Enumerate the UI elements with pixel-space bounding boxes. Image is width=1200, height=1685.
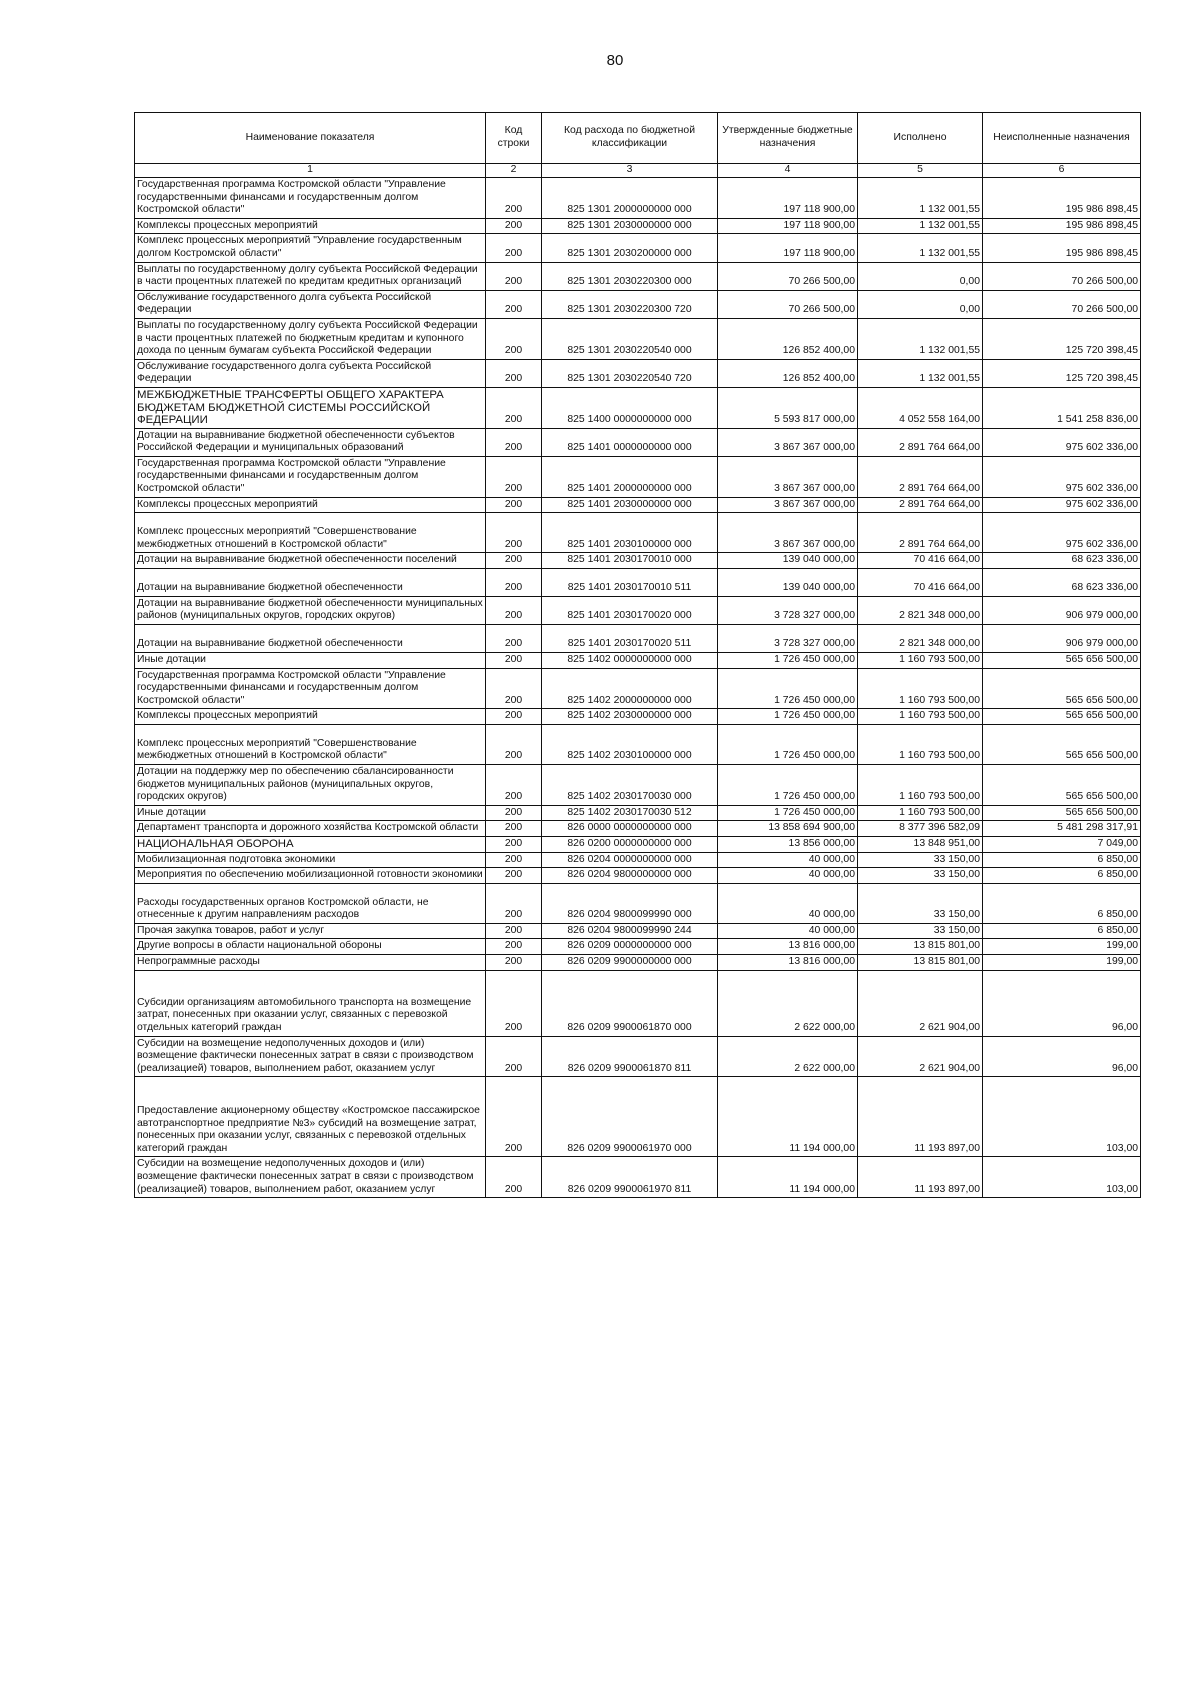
row-indicator-name: Дотации на выравнивание бюджетной обеспеченности муниципальных районов (муниципальных округов, городских округов) xyxy=(135,596,486,624)
row-indicator-name: Предоставление акционерному обществу «Костромское пассажирское автотранспортное предприятие №3» субсидий на возмещение затрат, понесенных при оказании услуг, связанных с перевозкой отдельных категорий граждан xyxy=(135,1077,486,1157)
row-approved-amount: 13 816 000,00 xyxy=(718,954,858,970)
row-expense-code: 826 0209 9900061870 811 xyxy=(542,1036,718,1077)
row-unexecuted-amount: 565 656 500,00 xyxy=(983,765,1141,806)
row-expense-code: 826 0200 0000000000 000 xyxy=(542,836,718,852)
row-approved-amount: 197 118 900,00 xyxy=(718,218,858,234)
row-executed-amount: 70 416 664,00 xyxy=(858,568,983,596)
row-expense-code: 826 0204 9800099990 244 xyxy=(542,923,718,939)
row-line-code: 200 xyxy=(486,218,542,234)
row-executed-amount: 11 193 897,00 xyxy=(858,1157,983,1198)
header-unexecuted: Неисполненные назначения xyxy=(983,113,1141,164)
row-executed-amount: 2 821 348 000,00 xyxy=(858,625,983,653)
row-line-code: 200 xyxy=(486,1077,542,1157)
row-line-code: 200 xyxy=(486,178,542,219)
row-executed-amount: 1 132 001,55 xyxy=(858,178,983,219)
row-unexecuted-amount: 125 720 398,45 xyxy=(983,359,1141,387)
row-executed-amount: 0,00 xyxy=(858,290,983,318)
header-approved: Утвержденные бюджетные назначения xyxy=(718,113,858,164)
row-approved-amount: 40 000,00 xyxy=(718,868,858,884)
page-number: 80 xyxy=(606,52,624,69)
row-executed-amount: 1 160 793 500,00 xyxy=(858,805,983,821)
row-unexecuted-amount: 195 986 898,45 xyxy=(983,234,1141,262)
row-indicator-name: Дотации на выравнивание бюджетной обеспеченности поселений xyxy=(135,553,486,569)
row-line-code: 200 xyxy=(486,497,542,513)
row-expense-code: 826 0209 9900000000 000 xyxy=(542,954,718,970)
table-row xyxy=(135,668,1141,709)
row-expense-code: 825 1401 2030170020 000 xyxy=(542,596,718,624)
row-line-code: 200 xyxy=(486,836,542,852)
row-unexecuted-amount: 975 602 336,00 xyxy=(983,513,1141,553)
row-unexecuted-amount: 103,00 xyxy=(983,1157,1141,1198)
row-indicator-name: Государственная программа Костромской области "Управление государственными финансами и государственным долгом Костромской области" xyxy=(135,668,486,709)
row-executed-amount: 1 160 793 500,00 xyxy=(858,725,983,765)
row-line-code: 200 xyxy=(486,387,542,428)
column-number: 2 xyxy=(486,164,542,178)
row-executed-amount: 33 150,00 xyxy=(858,883,983,923)
row-expense-code: 825 1402 2030100000 000 xyxy=(542,725,718,765)
row-indicator-name: Комплексы процессных мероприятий xyxy=(135,497,486,513)
table-row xyxy=(135,1157,1141,1198)
row-expense-code: 825 1301 2030000000 000 xyxy=(542,218,718,234)
column-number: 6 xyxy=(983,164,1141,178)
row-line-code: 200 xyxy=(486,954,542,970)
row-unexecuted-amount: 96,00 xyxy=(983,1036,1141,1077)
row-approved-amount: 1 726 450 000,00 xyxy=(718,805,858,821)
row-line-code: 200 xyxy=(486,553,542,569)
row-expense-code: 826 0204 0000000000 000 xyxy=(542,852,718,868)
table-row xyxy=(135,234,1141,262)
row-line-code: 200 xyxy=(486,568,542,596)
table-row xyxy=(135,709,1141,725)
row-expense-code: 826 0204 9800000000 000 xyxy=(542,868,718,884)
row-indicator-name: Дотации на поддержку мер по обеспечению сбалансированности бюджетов муниципальных районов (муниципальных округов, городских округов) xyxy=(135,765,486,806)
row-line-code: 200 xyxy=(486,852,542,868)
row-unexecuted-amount: 199,00 xyxy=(983,954,1141,970)
row-line-code: 200 xyxy=(486,725,542,765)
row-line-code: 200 xyxy=(486,234,542,262)
row-executed-amount: 2 821 348 000,00 xyxy=(858,596,983,624)
row-executed-amount: 1 160 793 500,00 xyxy=(858,653,983,669)
column-number: 3 xyxy=(542,164,718,178)
row-line-code: 200 xyxy=(486,653,542,669)
row-approved-amount: 3 867 367 000,00 xyxy=(718,428,858,456)
table-row xyxy=(135,1077,1141,1157)
row-line-code: 200 xyxy=(486,868,542,884)
row-unexecuted-amount: 906 979 000,00 xyxy=(983,625,1141,653)
row-unexecuted-amount: 68 623 336,00 xyxy=(983,568,1141,596)
row-executed-amount: 4 052 558 164,00 xyxy=(858,387,983,428)
table-row xyxy=(135,218,1141,234)
row-approved-amount: 139 040 000,00 xyxy=(718,553,858,569)
row-expense-code: 825 1301 2030200000 000 xyxy=(542,234,718,262)
row-expense-code: 825 1402 2000000000 000 xyxy=(542,668,718,709)
row-executed-amount: 2 891 764 664,00 xyxy=(858,456,983,497)
row-approved-amount: 2 622 000,00 xyxy=(718,1036,858,1077)
row-approved-amount: 197 118 900,00 xyxy=(718,178,858,219)
row-line-code: 200 xyxy=(486,668,542,709)
row-expense-code: 825 1402 2030170030 512 xyxy=(542,805,718,821)
column-number: 5 xyxy=(858,164,983,178)
row-unexecuted-amount: 6 850,00 xyxy=(983,852,1141,868)
row-executed-amount: 33 150,00 xyxy=(858,923,983,939)
row-line-code: 200 xyxy=(486,513,542,553)
row-expense-code: 825 1401 2030170020 511 xyxy=(542,625,718,653)
header-line-code: Код строки xyxy=(486,113,542,164)
row-approved-amount: 1 726 450 000,00 xyxy=(718,653,858,669)
row-approved-amount: 126 852 400,00 xyxy=(718,359,858,387)
row-executed-amount: 13 848 951,00 xyxy=(858,836,983,852)
row-indicator-name: Комплексы процессных мероприятий xyxy=(135,218,486,234)
table-row xyxy=(135,513,1141,553)
row-approved-amount: 70 266 500,00 xyxy=(718,262,858,290)
row-executed-amount: 2 621 904,00 xyxy=(858,970,983,1036)
table-row xyxy=(135,653,1141,669)
table-row xyxy=(135,553,1141,569)
column-number: 1 xyxy=(135,164,486,178)
row-approved-amount: 5 593 817 000,00 xyxy=(718,387,858,428)
table-row xyxy=(135,625,1141,653)
row-executed-amount: 2 891 764 664,00 xyxy=(858,513,983,553)
row-indicator-name: Субсидии на возмещение недополученных доходов и (или) возмещение фактически понесенных затрат в связи с производством (реализацией) товаров, выполнением работ, оказанием услуг xyxy=(135,1157,486,1198)
row-unexecuted-amount: 6 850,00 xyxy=(983,923,1141,939)
row-approved-amount: 3 728 327 000,00 xyxy=(718,625,858,653)
row-indicator-name: Мобилизационная подготовка экономики xyxy=(135,852,486,868)
row-expense-code: 826 0209 9900061970 000 xyxy=(542,1077,718,1157)
row-approved-amount: 40 000,00 xyxy=(718,883,858,923)
row-indicator-name: Субсидии организациям автомобильного транспорта на возмещение затрат, понесенных при оказании услуг, связанных с перевозкой отдельных категорий граждан xyxy=(135,970,486,1036)
table-row xyxy=(135,954,1141,970)
row-unexecuted-amount: 195 986 898,45 xyxy=(983,218,1141,234)
row-unexecuted-amount: 565 656 500,00 xyxy=(983,725,1141,765)
row-unexecuted-amount: 125 720 398,45 xyxy=(983,318,1141,359)
row-unexecuted-amount: 5 481 298 317,91 xyxy=(983,821,1141,837)
row-indicator-name: Непрограммные расходы xyxy=(135,954,486,970)
row-indicator-name: Государственная программа Костромской области "Управление государственными финансами и государственным долгом Костромской области" xyxy=(135,178,486,219)
table-row xyxy=(135,923,1141,939)
row-approved-amount: 2 622 000,00 xyxy=(718,970,858,1036)
row-indicator-name: Иные дотации xyxy=(135,653,486,669)
row-line-code: 200 xyxy=(486,262,542,290)
row-approved-amount: 40 000,00 xyxy=(718,852,858,868)
row-unexecuted-amount: 103,00 xyxy=(983,1077,1141,1157)
row-line-code: 200 xyxy=(486,821,542,837)
row-line-code: 200 xyxy=(486,765,542,806)
header-expense-code: Код расхода по бюджетной классификации xyxy=(542,113,718,164)
row-expense-code: 825 1301 2030220300 720 xyxy=(542,290,718,318)
row-line-code: 200 xyxy=(486,596,542,624)
header-row xyxy=(135,113,1141,164)
table-row xyxy=(135,725,1141,765)
row-indicator-name: Другие вопросы в области национальной обороны xyxy=(135,939,486,955)
row-approved-amount: 13 816 000,00 xyxy=(718,939,858,955)
row-indicator-name: Выплаты по государственному долгу субъекта Российской Федерации в части процентных платежей по кредитам кредитных организаций xyxy=(135,262,486,290)
row-expense-code: 826 0204 9800099990 000 xyxy=(542,883,718,923)
row-executed-amount: 1 132 001,55 xyxy=(858,318,983,359)
row-expense-code: 825 1401 2000000000 000 xyxy=(542,456,718,497)
table-row xyxy=(135,359,1141,387)
row-indicator-name: Иные дотации xyxy=(135,805,486,821)
row-unexecuted-amount: 975 602 336,00 xyxy=(983,456,1141,497)
row-line-code: 200 xyxy=(486,625,542,653)
row-line-code: 200 xyxy=(486,1036,542,1077)
row-unexecuted-amount: 195 986 898,45 xyxy=(983,178,1141,219)
row-approved-amount: 40 000,00 xyxy=(718,923,858,939)
table-row xyxy=(135,805,1141,821)
row-approved-amount: 1 726 450 000,00 xyxy=(718,668,858,709)
row-unexecuted-amount: 199,00 xyxy=(983,939,1141,955)
row-approved-amount: 3 867 367 000,00 xyxy=(718,513,858,553)
row-unexecuted-amount: 68 623 336,00 xyxy=(983,553,1141,569)
row-indicator-name: Комплекс процессных мероприятий "Совершенствование межбюджетных отношений в Костромской области" xyxy=(135,513,486,553)
row-indicator-name: Департамент транспорта и дорожного хозяйства Костромской области xyxy=(135,821,486,837)
row-expense-code: 825 1401 2030100000 000 xyxy=(542,513,718,553)
table-row xyxy=(135,1036,1141,1077)
budget-execution-table xyxy=(134,112,1141,1198)
row-executed-amount: 13 815 801,00 xyxy=(858,939,983,955)
row-expense-code: 825 1400 0000000000 000 xyxy=(542,387,718,428)
table-row xyxy=(135,497,1141,513)
row-expense-code: 825 1401 2030170010 000 xyxy=(542,553,718,569)
row-approved-amount: 11 194 000,00 xyxy=(718,1077,858,1157)
row-line-code: 200 xyxy=(486,1157,542,1198)
table-row xyxy=(135,939,1141,955)
row-indicator-name: Комплексы процессных мероприятий xyxy=(135,709,486,725)
row-line-code: 200 xyxy=(486,359,542,387)
column-number: 4 xyxy=(718,164,858,178)
row-line-code: 200 xyxy=(486,923,542,939)
row-approved-amount: 197 118 900,00 xyxy=(718,234,858,262)
table-row xyxy=(135,318,1141,359)
row-line-code: 200 xyxy=(486,428,542,456)
row-line-code: 200 xyxy=(486,709,542,725)
row-expense-code: 825 1401 2030000000 000 xyxy=(542,497,718,513)
row-executed-amount: 1 132 001,55 xyxy=(858,234,983,262)
row-indicator-name: Государственная программа Костромской области "Управление государственными финансами и государственным долгом Костромской области" xyxy=(135,456,486,497)
row-indicator-name: Прочая закупка товаров, работ и услуг xyxy=(135,923,486,939)
row-unexecuted-amount: 906 979 000,00 xyxy=(983,596,1141,624)
table-row xyxy=(135,568,1141,596)
row-executed-amount: 1 160 793 500,00 xyxy=(858,765,983,806)
row-approved-amount: 139 040 000,00 xyxy=(718,568,858,596)
table-header xyxy=(135,113,1141,178)
row-unexecuted-amount: 975 602 336,00 xyxy=(983,497,1141,513)
row-unexecuted-amount: 96,00 xyxy=(983,970,1141,1036)
row-expense-code: 825 1301 2030220540 000 xyxy=(542,318,718,359)
row-line-code: 200 xyxy=(486,456,542,497)
row-expense-code: 825 1402 0000000000 000 xyxy=(542,653,718,669)
row-approved-amount: 13 856 000,00 xyxy=(718,836,858,852)
row-executed-amount: 1 160 793 500,00 xyxy=(858,668,983,709)
row-indicator-name: Дотации на выравнивание бюджетной обеспеченности субъектов Российской Федерации и муниципальных образований xyxy=(135,428,486,456)
row-line-code: 200 xyxy=(486,883,542,923)
row-expense-code: 826 0000 0000000000 000 xyxy=(542,821,718,837)
row-executed-amount: 2 891 764 664,00 xyxy=(858,428,983,456)
row-executed-amount: 1 160 793 500,00 xyxy=(858,709,983,725)
row-expense-code: 825 1401 0000000000 000 xyxy=(542,428,718,456)
row-executed-amount: 70 416 664,00 xyxy=(858,553,983,569)
row-approved-amount: 3 867 367 000,00 xyxy=(718,456,858,497)
row-line-code: 200 xyxy=(486,970,542,1036)
row-indicator-name: Дотации на выравнивание бюджетной обеспеченности xyxy=(135,568,486,596)
row-expense-code: 825 1401 2030170010 511 xyxy=(542,568,718,596)
row-unexecuted-amount: 6 850,00 xyxy=(983,883,1141,923)
row-indicator-name: МЕЖБЮДЖЕТНЫЕ ТРАНСФЕРТЫ ОБЩЕГО ХАРАКТЕРА БЮДЖЕТАМ БЮДЖЕТНОЙ СИСТЕМЫ РОССИЙСКОЙ ФЕДЕРАЦИИ xyxy=(135,387,486,428)
row-approved-amount: 3 867 367 000,00 xyxy=(718,497,858,513)
row-line-code: 200 xyxy=(486,290,542,318)
header-indicator-name: Наименование показателя xyxy=(135,113,486,164)
row-unexecuted-amount: 565 656 500,00 xyxy=(983,653,1141,669)
row-approved-amount: 11 194 000,00 xyxy=(718,1157,858,1198)
row-indicator-name: Выплаты по государственному долгу субъекта Российской Федерации в части процентных платежей по бюджетным кредитам и купонного дохода по ценным бумагам субъекта Российской Федерации xyxy=(135,318,486,359)
column-number-row xyxy=(135,164,1141,178)
table-row xyxy=(135,821,1141,837)
table-row xyxy=(135,836,1141,852)
row-approved-amount: 70 266 500,00 xyxy=(718,290,858,318)
row-line-code: 200 xyxy=(486,805,542,821)
table-row xyxy=(135,387,1141,428)
table-row xyxy=(135,868,1141,884)
row-executed-amount: 33 150,00 xyxy=(858,868,983,884)
row-unexecuted-amount: 70 266 500,00 xyxy=(983,262,1141,290)
row-expense-code: 825 1402 2030170030 000 xyxy=(542,765,718,806)
row-unexecuted-amount: 565 656 500,00 xyxy=(983,668,1141,709)
row-executed-amount: 0,00 xyxy=(858,262,983,290)
row-approved-amount: 1 726 450 000,00 xyxy=(718,709,858,725)
row-indicator-name: Обслуживание государственного долга субъекта Российской Федерации xyxy=(135,290,486,318)
table-row xyxy=(135,852,1141,868)
table-row xyxy=(135,290,1141,318)
row-executed-amount: 1 132 001,55 xyxy=(858,218,983,234)
row-unexecuted-amount: 6 850,00 xyxy=(983,868,1141,884)
row-unexecuted-amount: 70 266 500,00 xyxy=(983,290,1141,318)
row-indicator-name: НАЦИОНАЛЬНАЯ ОБОРОНА xyxy=(135,836,486,852)
row-executed-amount: 1 132 001,55 xyxy=(858,359,983,387)
row-indicator-name: Комплекс процессных мероприятий "Управление государственным долгом Костромской области" xyxy=(135,234,486,262)
row-indicator-name: Субсидии на возмещение недополученных доходов и (или) возмещение фактически понесенных затрат в связи с производством (реализацией) товаров, выполнением работ, оказанием услуг xyxy=(135,1036,486,1077)
table-row xyxy=(135,262,1141,290)
row-unexecuted-amount: 7 049,00 xyxy=(983,836,1141,852)
row-indicator-name: Мероприятия по обеспечению мобилизационной готовности экономики xyxy=(135,868,486,884)
row-expense-code: 825 1301 2030220540 720 xyxy=(542,359,718,387)
row-indicator-name: Расходы государственных органов Костромской области, не отнесенные к другим направлениям расходов xyxy=(135,883,486,923)
row-executed-amount: 13 815 801,00 xyxy=(858,954,983,970)
row-executed-amount: 8 377 396 582,09 xyxy=(858,821,983,837)
table-row xyxy=(135,765,1141,806)
row-executed-amount: 2 621 904,00 xyxy=(858,1036,983,1077)
row-approved-amount: 13 858 694 900,00 xyxy=(718,821,858,837)
row-expense-code: 826 0209 0000000000 000 xyxy=(542,939,718,955)
row-unexecuted-amount: 975 602 336,00 xyxy=(983,428,1141,456)
row-line-code: 200 xyxy=(486,939,542,955)
table-row xyxy=(135,970,1141,1036)
row-executed-amount: 2 891 764 664,00 xyxy=(858,497,983,513)
table-row xyxy=(135,883,1141,923)
table-row xyxy=(135,596,1141,624)
row-unexecuted-amount: 1 541 258 836,00 xyxy=(983,387,1141,428)
row-expense-code: 825 1301 2000000000 000 xyxy=(542,178,718,219)
row-indicator-name: Обслуживание государственного долга субъекта Российской Федерации xyxy=(135,359,486,387)
row-indicator-name: Комплекс процессных мероприятий "Совершенствование межбюджетных отношений в Костромской области" xyxy=(135,725,486,765)
row-indicator-name: Дотации на выравнивание бюджетной обеспеченности xyxy=(135,625,486,653)
table-row xyxy=(135,456,1141,497)
table-row xyxy=(135,178,1141,219)
table-body xyxy=(135,178,1141,1198)
row-approved-amount: 3 728 327 000,00 xyxy=(718,596,858,624)
row-line-code: 200 xyxy=(486,318,542,359)
header-executed: Исполнено xyxy=(858,113,983,164)
row-approved-amount: 1 726 450 000,00 xyxy=(718,765,858,806)
row-expense-code: 826 0209 9900061870 000 xyxy=(542,970,718,1036)
table-row xyxy=(135,428,1141,456)
row-executed-amount: 33 150,00 xyxy=(858,852,983,868)
row-expense-code: 826 0209 9900061970 811 xyxy=(542,1157,718,1198)
row-approved-amount: 1 726 450 000,00 xyxy=(718,725,858,765)
row-approved-amount: 126 852 400,00 xyxy=(718,318,858,359)
row-expense-code: 825 1402 2030000000 000 xyxy=(542,709,718,725)
row-expense-code: 825 1301 2030220300 000 xyxy=(542,262,718,290)
row-executed-amount: 11 193 897,00 xyxy=(858,1077,983,1157)
row-unexecuted-amount: 565 656 500,00 xyxy=(983,805,1141,821)
row-unexecuted-amount: 565 656 500,00 xyxy=(983,709,1141,725)
